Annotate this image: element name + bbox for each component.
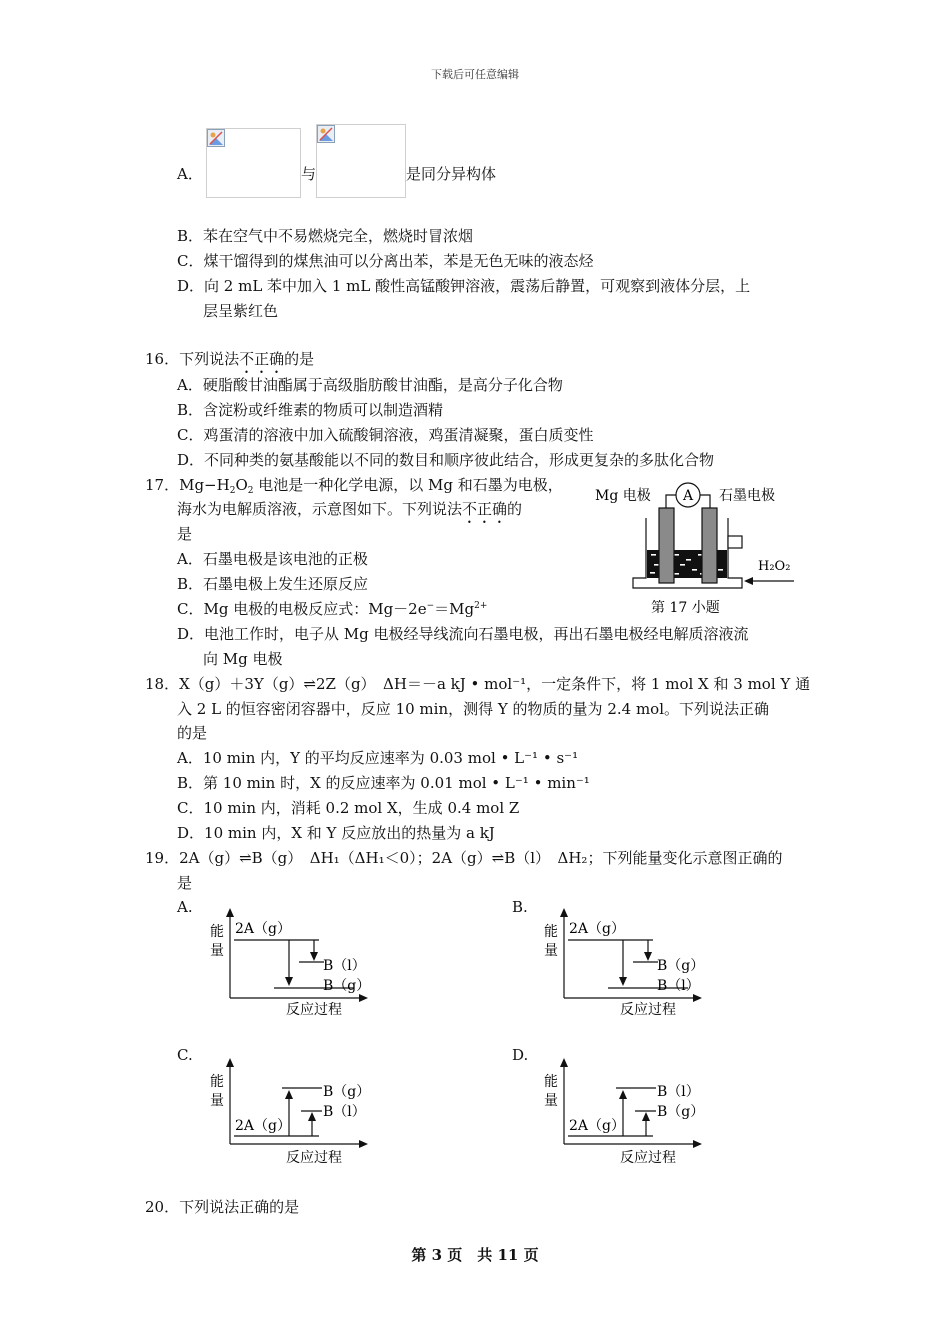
mg-electrode [659, 508, 674, 583]
level-label: B（g） [323, 978, 371, 994]
q20-stem: 20．下列说法正确的是 [145, 1198, 300, 1216]
y-axis-arrow-icon [560, 908, 568, 917]
q19-stem-line2: 是 [177, 874, 193, 892]
graphite-electrode-label: 石墨电极 [719, 488, 775, 504]
q18-option-c: C．10 min 内，消耗 0.2 mol X，生成 0.4 mol Z [177, 799, 520, 817]
emphasis-text: 不正确 [239, 350, 285, 368]
q17-option-d-line1: D．电池工作时，电子从 Mg 电极经导线流向石墨电极，再出石墨电极经电解质溶液流 [177, 625, 749, 643]
q18-option-b: B．第 10 min 时，X 的反应速率为 0.01 mol • L⁻¹ • min⁻¹ [177, 774, 590, 792]
q18-option-a: A．10 min 内，Y 的平均反应速率为 0.03 mol • L⁻¹ • s⁻¹ [177, 749, 579, 767]
q15-option-d-line1: D．向 2 mL 苯中加入 1 mL 酸性高锰酸钾溶液，震荡后静置，可观察到液体分层，上 [177, 277, 751, 295]
x-axis-label: 反应过程 [620, 1150, 676, 1166]
broken-image-icon [207, 129, 225, 147]
q19-option-b-label: B. [512, 898, 528, 916]
q19-stem-line1: 19．2A（g）⇌B（g） ΔH₁（ΔH₁＜0）；2A（g）⇌B（l） ΔH₂；下列能量变化示意图正确的 [145, 849, 783, 867]
q17-option-a: A．石墨电极是该电池的正极 [177, 550, 368, 568]
x-axis-label: 反应过程 [286, 1150, 342, 1166]
y-axis-label: 量 [544, 943, 558, 959]
q18-stem-line2: 入 2 L 的恒容密闭容器中，反应 10 min，测得 Y 的物质的量为 2.4 mol。下列说法正确 [177, 700, 769, 718]
x-axis-arrow-icon [693, 994, 702, 1002]
x-axis-arrow-icon [359, 1140, 368, 1148]
q16-option-b: B．含淀粉或纤维素的物质可以制造酒精 [177, 401, 444, 419]
q19-option-c-label: C. [177, 1046, 193, 1064]
level-label: B（l） [657, 978, 700, 994]
level-label: 2A（g） [235, 1118, 291, 1134]
q16-option-d: D．不同种类的氨基酸能以不同的数目和顺序彼此结合，形成更复杂的多肽化合物 [177, 451, 715, 469]
q16-option-a: A．硬脂酸甘油酯属于高级脂肪酸甘油酯，是高分子化合物 [177, 376, 563, 394]
y-axis-label: 量 [210, 1093, 224, 1109]
q18-option-d: D．10 min 内，X 和 Y 反应放出的热量为 a kJ [177, 824, 495, 842]
q15-option-a-mid: 与 [301, 165, 317, 183]
emphasis-text: 不正确 [462, 500, 508, 518]
y-axis-label: 能 [210, 924, 224, 940]
page-footer: 第 3 页 共 11 页 [411, 1246, 539, 1264]
q19-energy-diagram-d [538, 1056, 708, 1172]
q16-stem: 16．下列说法不正确的是 [145, 350, 315, 368]
q17-stem-line3: 是 [177, 525, 193, 543]
level-label: B（l） [657, 1084, 700, 1100]
q15-structure-image-2 [316, 124, 406, 198]
level-label: 2A（g） [235, 921, 291, 937]
ammeter-label: A [682, 488, 694, 504]
q17-option-c: C．Mg 电极的电极反应式：$Mg-2e^-=Mg^{2+}$ [177, 600, 488, 618]
level-label: 2A（g） [569, 921, 625, 937]
q17-option-b: B．石墨电极上发生还原反应 [177, 575, 369, 593]
x-axis-arrow-icon [359, 994, 368, 1002]
q19-energy-diagram-c [204, 1056, 374, 1172]
q15-option-d-line2: 层呈紫红色 [203, 302, 279, 320]
q17-stem-line2: 海水为电解质溶液，示意图如下。下列说法不正确的 [177, 500, 523, 518]
figure-caption: 第 17 小题 [651, 600, 720, 616]
q15-structure-image-1 [206, 128, 301, 198]
y-axis-arrow-icon [560, 1058, 568, 1067]
q17-battery-diagram [588, 478, 808, 620]
q17-stem-line1: 17．$Mg-H_2O_2$ 电池是一种化学电源，以 Mg 和石墨为电极， [145, 476, 563, 496]
q15-option-c: C．煤干馏得到的煤焦油可以分离出苯，苯是无色无味的液态烃 [177, 252, 594, 270]
graphite-electrode [702, 508, 717, 583]
q19-energy-diagram-b [538, 906, 708, 1024]
y-axis-arrow-icon [226, 908, 234, 917]
q19-energy-diagram-a [204, 906, 374, 1024]
y-axis-label: 能 [544, 1074, 558, 1090]
y-axis-label: 能 [210, 1074, 224, 1090]
q15-option-a-label: A． [177, 165, 203, 183]
x-axis-label: 反应过程 [620, 1002, 676, 1018]
broken-image-icon [317, 125, 335, 143]
level-label: B（g） [657, 958, 705, 974]
q15-option-a-tail: 是同分异构体 [406, 165, 497, 183]
h2o2-inlet-label: H₂O₂ [758, 559, 791, 574]
q16-option-c: C．鸡蛋清的溶液中加入硫酸铜溶液，鸡蛋清凝聚，蛋白质变性 [177, 426, 594, 444]
level-label: B（l） [323, 958, 366, 974]
level-label: 2A（g） [569, 1118, 625, 1134]
level-label: B（g） [323, 1084, 371, 1100]
x-axis-label: 反应过程 [286, 1002, 342, 1018]
q17-option-d-line2: 向 Mg 电极 [203, 650, 283, 668]
x-axis-arrow-icon [693, 1140, 702, 1148]
q19-option-a-label: A. [177, 898, 193, 916]
q18-stem-line3: 的是 [177, 724, 208, 742]
q19-option-d-label: D. [512, 1046, 529, 1064]
level-label: B（g） [657, 1104, 705, 1120]
level-label: B（l） [323, 1104, 366, 1120]
y-axis-label: 能 [544, 924, 558, 940]
y-axis-label: 量 [210, 943, 224, 959]
q15-option-b: B．苯在空气中不易燃烧完全，燃烧时冒浓烟 [177, 227, 474, 245]
q18-stem-line1: 18．X（g）＋3Y（g）⇌2Z（g） ΔH＝－a kJ • mol⁻¹，一定条件下，将 1 mol X 和 3 mol Y 通 [145, 675, 811, 693]
mg-electrode-label: Mg 电极 [595, 488, 651, 504]
y-axis-arrow-icon [226, 1058, 234, 1067]
y-axis-label: 量 [544, 1093, 558, 1109]
page-header: 下载后可任意编辑 [431, 68, 519, 81]
